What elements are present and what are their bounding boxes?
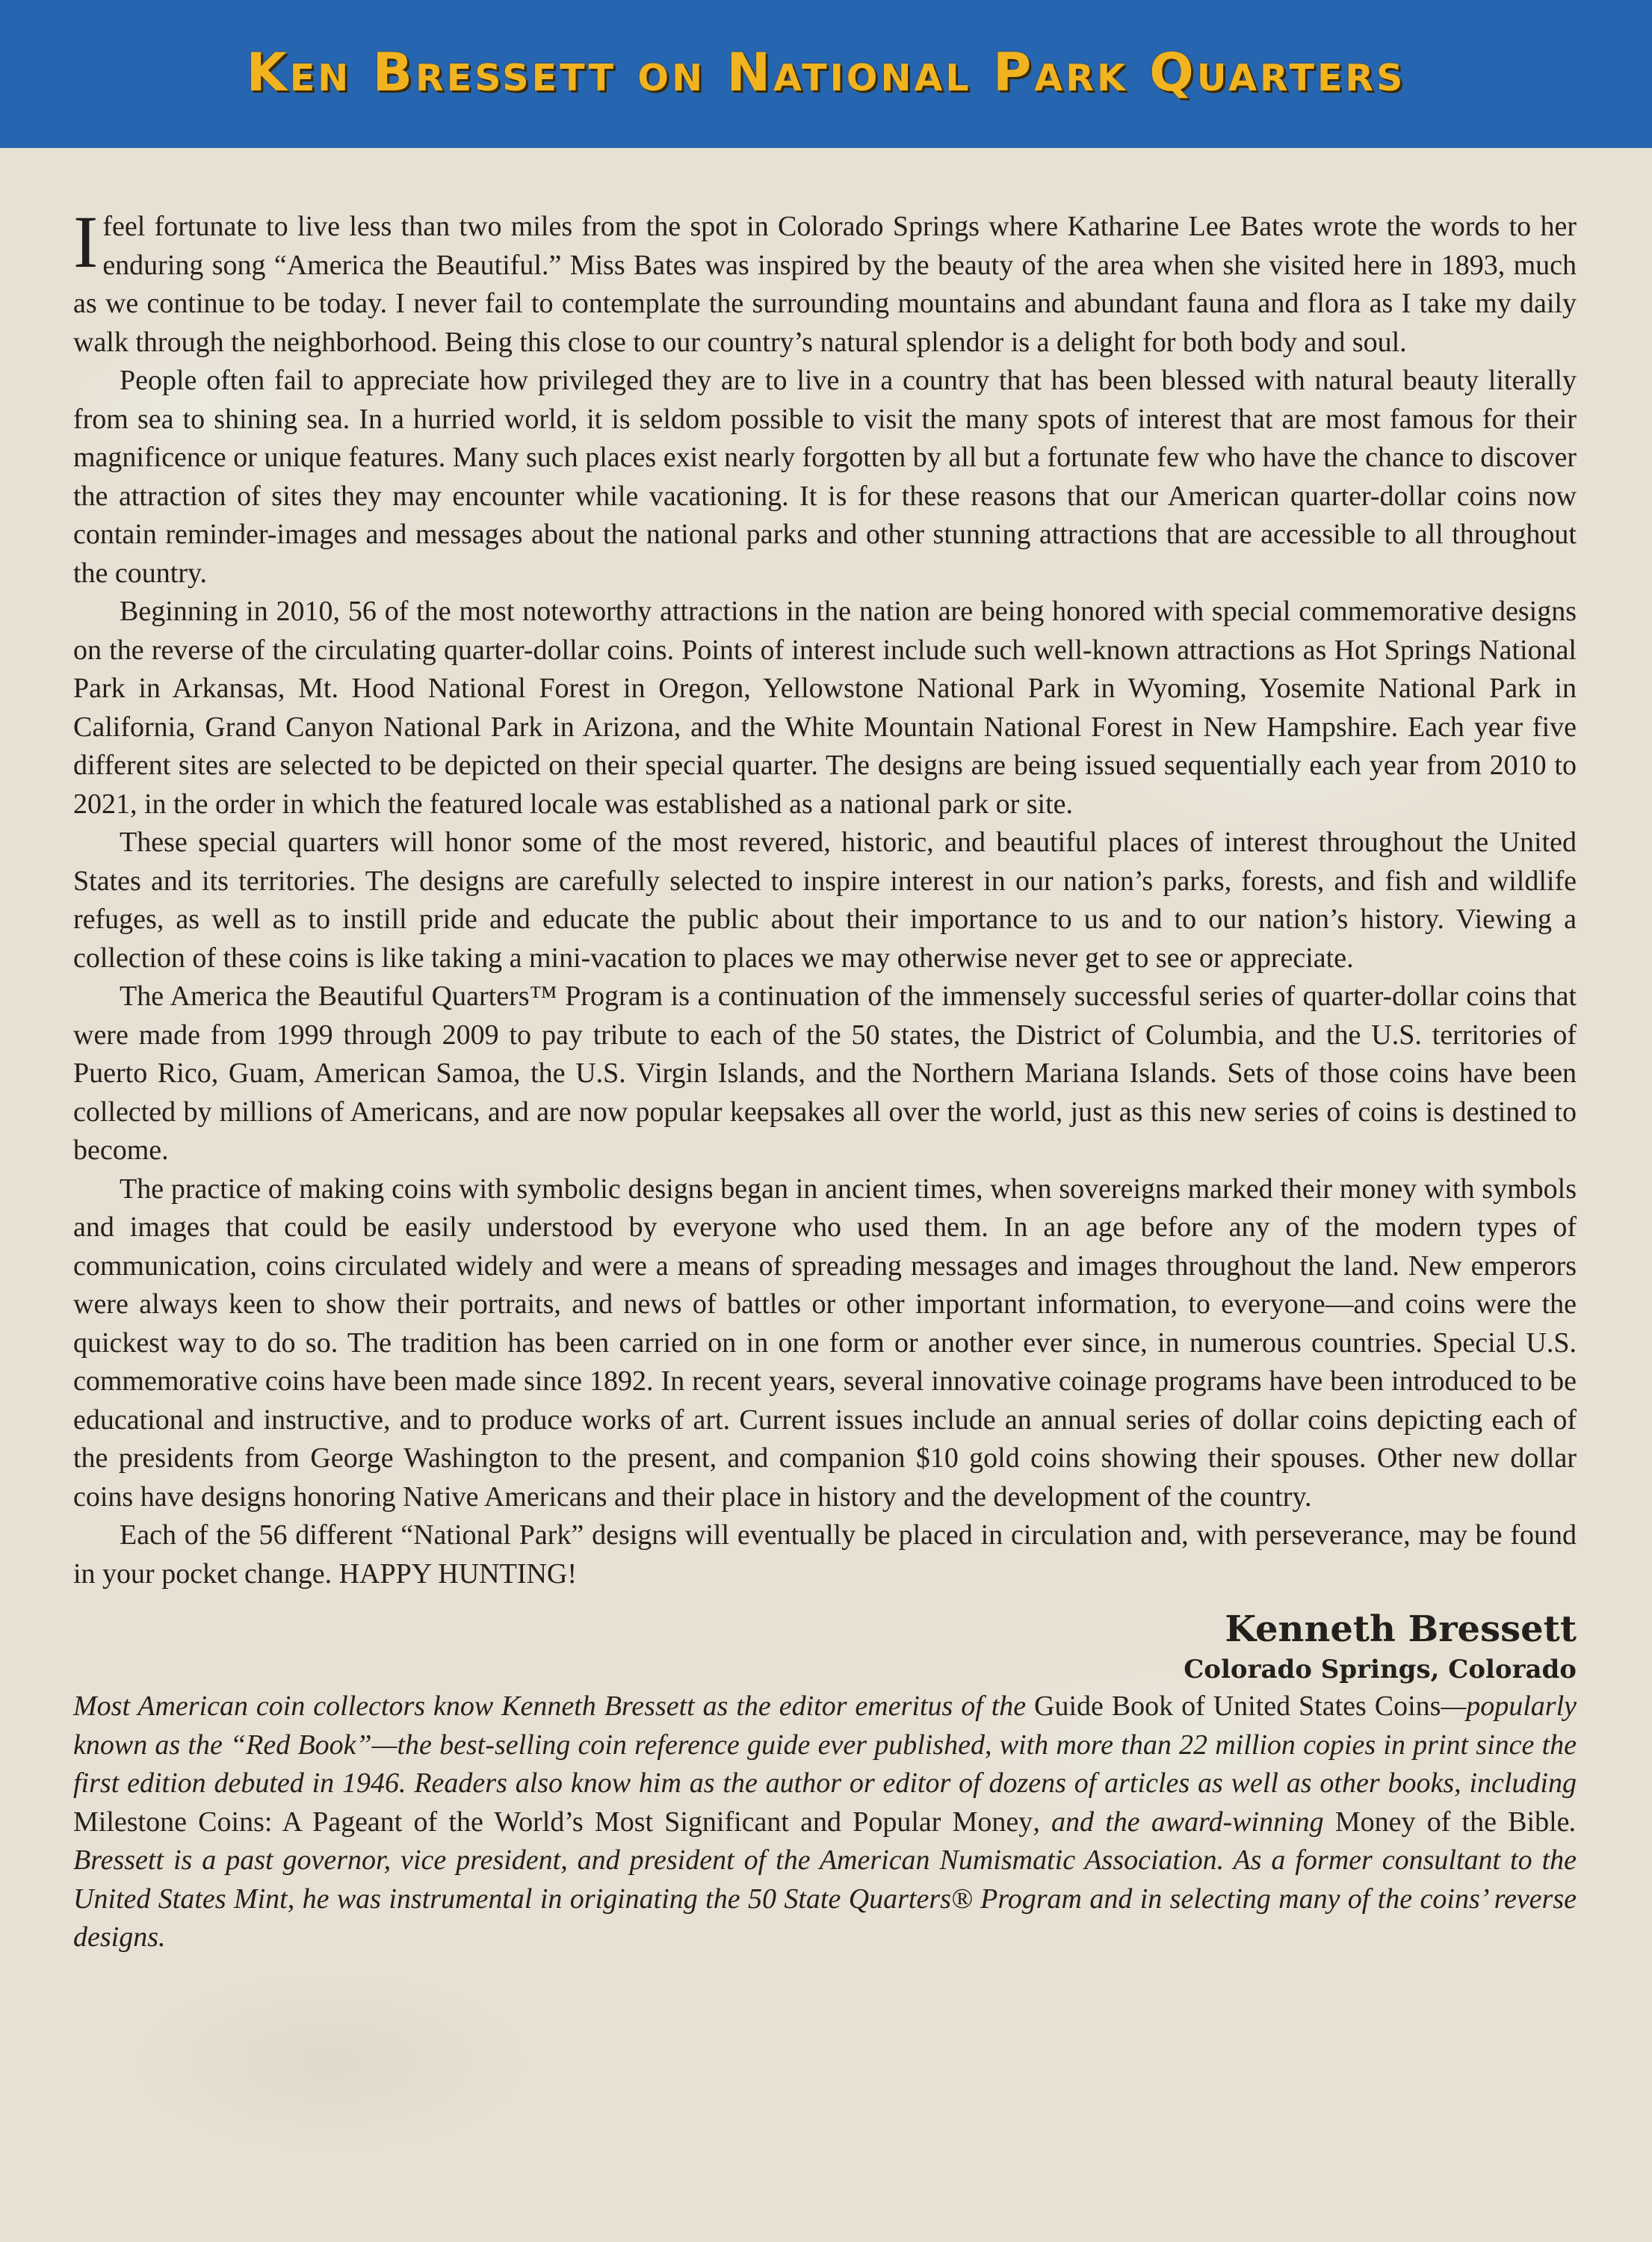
bio-book-title-1: Guide Book of United States Coins: [1034, 1690, 1441, 1722]
bio-text-4: . Bressett is a past governor, vice president, and president of the American Numismatic Association. As a former consultant to the United States Mint, he was instrumental in originating the 50 State Quarters® Program and in selecting many of the coins’ reverse designs.: [73, 1806, 1577, 1953]
author-bio: [73, 1687, 1577, 1957]
paragraph-3: Beginning in 2010, 56 of the most noteworthy attractions in the nation are being honored with special commemorative designs on the reverse of the circulating quarter-dollar coins. Points of interest include such well-known attractions as Hot Springs National Park in Arkansas, Mt. Hood National Forest in Oregon, Yellowstone National Park in Wyoming, Yosemite National Park in California, Grand Canyon National Park in Arizona, and the White Mountain National Forest in New Hampshire. Each year five different sites are selected to be depicted on their special quarter. The designs are being issued sequentially each year from 2010 to 2021, in the order in which the featured locale was established as a national park or site.: [73, 596, 1577, 820]
paragraph-7: Each of the 56 different “National Park” designs will eventually be placed in circulation and, with perseverance, may be found in your pocket change. HAPPY HUNTING!: [73, 1519, 1577, 1590]
paragraph-4: These special quarters will honor some of the most revered, historic, and beautiful places of interest throughout the United States and its territories. The designs are carefully selected to inspire interest in our nation’s parks, forests, and fish and wildlife refuges, as well as to instill pride and educate the public about their importance to us and to our nation’s history. Viewing a collection of these coins is like taking a mini-vacation to places we may otherwise never get to see or appreciate.: [73, 827, 1577, 974]
signature-block: [73, 1607, 1577, 1687]
drop-cap: I: [73, 200, 99, 283]
paragraph-1: [73, 200, 1577, 362]
signature-name: Kenneth Bressett: [1225, 1608, 1577, 1650]
paragraph-5: The America the Beautiful Quarters™ Program is a continuation of the immensely successful series of quarter-dollar coins that were made from 1999 through 2009 to pay tribute to each of the 50 states, the District of Columbia, and the U.S. territories of Puerto Rico, Guam, American Samoa, the U.S. Virgin Islands, and the Northern Mariana Islands. Sets of those coins have been collected by millions of Americans, and are now popular keepsakes all over the world, just as this new series of coins is destined to become.: [73, 981, 1577, 1166]
bio-book-title-3: Money of the Bible: [1334, 1806, 1570, 1838]
bio-text-3: , and the award-winning: [1033, 1806, 1335, 1838]
bio-book-title-2: Milestone Coins: A Pageant of the World’s Most Significant and Popular Money: [73, 1806, 1033, 1838]
page-title: Ken Bressett on National Park Quarters: [246, 42, 1406, 103]
header-band: [0, 0, 1652, 148]
article-body: [73, 200, 1577, 1957]
paragraph-1-text: feel fortunate to live less than two miles from the spot in Colorado Springs where Katharine Lee Bates wrote the words to her enduring song “America the Beautiful.” Miss Bates was inspired by the beauty of the area when she visited here in 1893, much as we continue to be today. I never fail to contemplate the surrounding mountains and abundant fauna and flora as I take my daily walk through the neighborhood. Being this close to our country’s natural splendor is a delight for both body and soul.: [73, 211, 1577, 358]
bio-text-2: —popularly known as the “Red Book”—the best-selling coin reference guide ever published, with more than 22 million copies in print since the first edition debuted in 1946. Readers also know him as the author or editor of dozens of articles as well as other books, including: [73, 1690, 1577, 1799]
paragraph-6: The practice of making coins with symbolic designs began in ancient times, when sovereigns marked their money with symbols and images that could be easily understood by everyone who used them. In an age before any of the modern types of communication, coins circulated widely and were a means of spreading messages and images throughout the land. New emperors were always keen to show their portraits, and news of battles or other important information, to everyone—and coins were the quickest way to do so. The tradition has been carried on in one form or another ever since, in numerous countries. Special U.S. commemorative coins have been made since 1892. In recent years, several innovative coinage programs have been introduced to be educational and instructive, and to produce works of art. Current issues include an annual series of dollar coins depicting each of the presidents from George Washington to the present, and companion $10 gold coins showing their spouses. Other new dollar coins have designs honoring Native Americans and their place in history and the development of the country.: [73, 1173, 1577, 1513]
signature-place: Colorado Springs, Colorado: [1184, 1655, 1577, 1684]
bio-text-1: Most American coin collectors know Kenneth Bressett as the editor emeritus of the: [73, 1690, 1035, 1722]
paragraph-2: People often fail to appreciate how privileged they are to live in a country that has been blessed with natural beauty literally from sea to shining sea. In a hurried world, it is seldom possible to visit the many spots of interest that are most famous for their magnificence or unique features. Many such places exist nearly forgotten by all but a fortunate few who have the chance to discover the attraction of sites they may encounter while vacationing. It is for these reasons that our American quarter-dollar coins now contain reminder-images and messages about the national parks and other stunning attractions that are accessible to all throughout the country.: [73, 365, 1577, 589]
